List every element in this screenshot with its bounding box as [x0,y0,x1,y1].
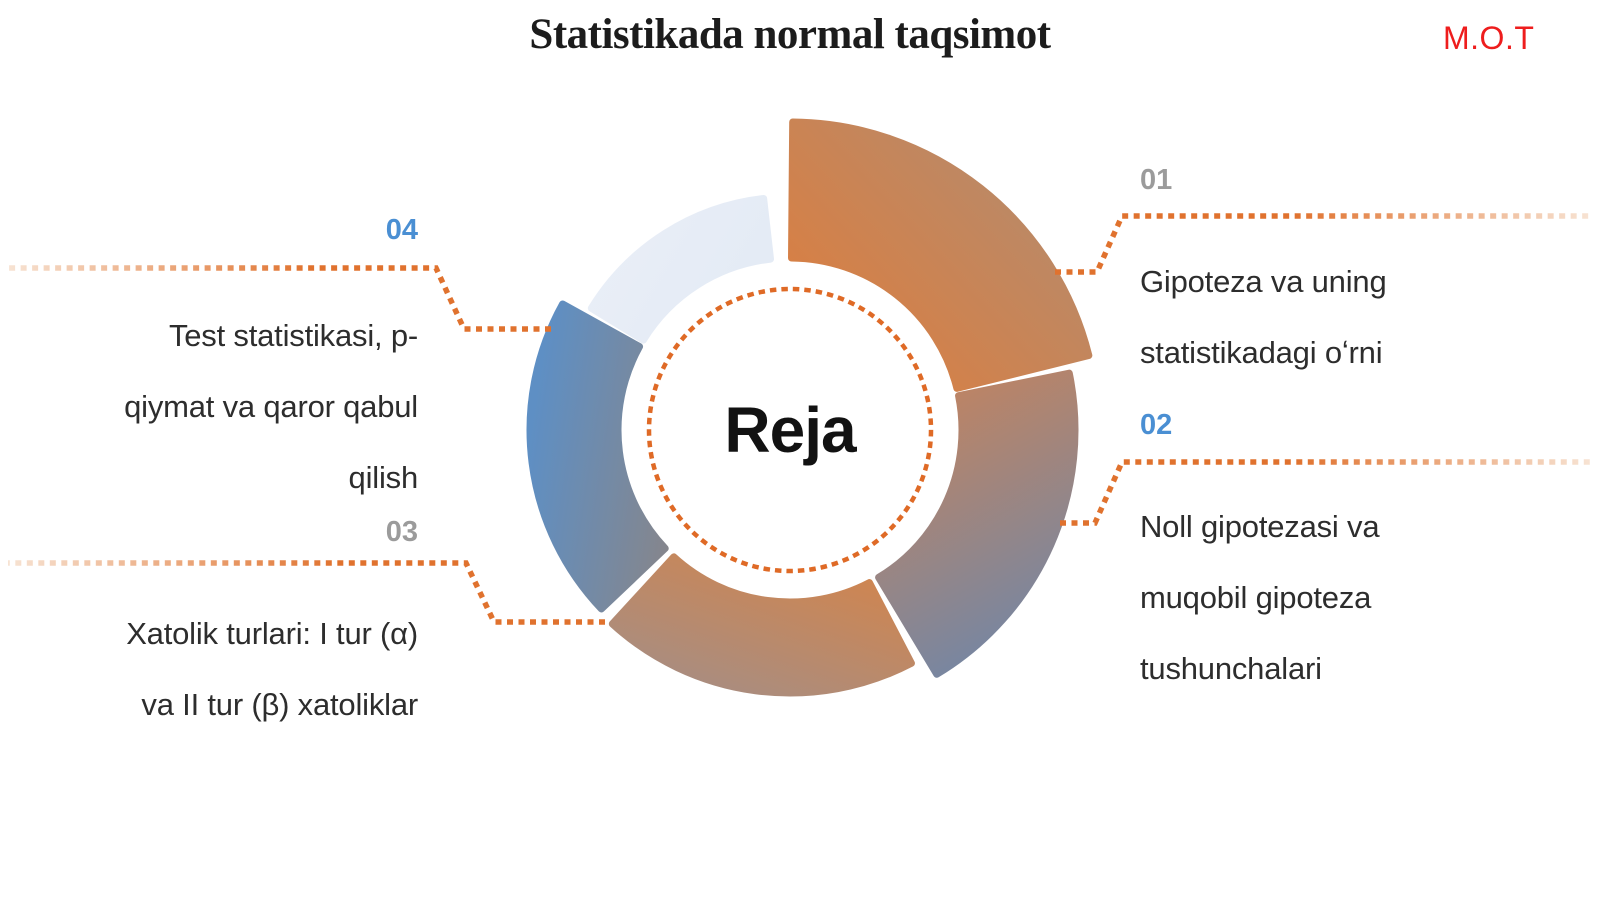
item-03-number: 03 [385,516,418,548]
item-03-text [126,598,418,740]
slide-title: Statistikada normal taqsimot [529,11,1051,58]
center-label: Reja [724,394,856,466]
item-02-text [1140,491,1379,704]
item-01-text [1140,246,1387,388]
text-line: Noll gipotezasi va [1140,509,1380,544]
item-04-text [124,300,418,513]
text-line: Test statistikasi, p- [168,318,418,353]
item-01-number: 01 [1140,164,1173,196]
text-line: qiymat va qaror qabul [124,389,418,424]
text-line: muqobil gipoteza [1140,580,1372,615]
text-line: statistikadagi oʻrni [1140,335,1383,370]
text-line: tushunchalari [1140,651,1322,686]
text-line: qilish [348,460,418,495]
item-04-number: 04 [385,214,418,246]
text-line: Xatolik turlari: I tur (α) [126,616,418,651]
watermark-label: M.O.T [1443,20,1535,56]
text-line: va II tur (β) xatoliklar [141,687,418,722]
text-line: Gipoteza va uning [1140,264,1387,299]
item-02-number: 02 [1140,409,1173,441]
